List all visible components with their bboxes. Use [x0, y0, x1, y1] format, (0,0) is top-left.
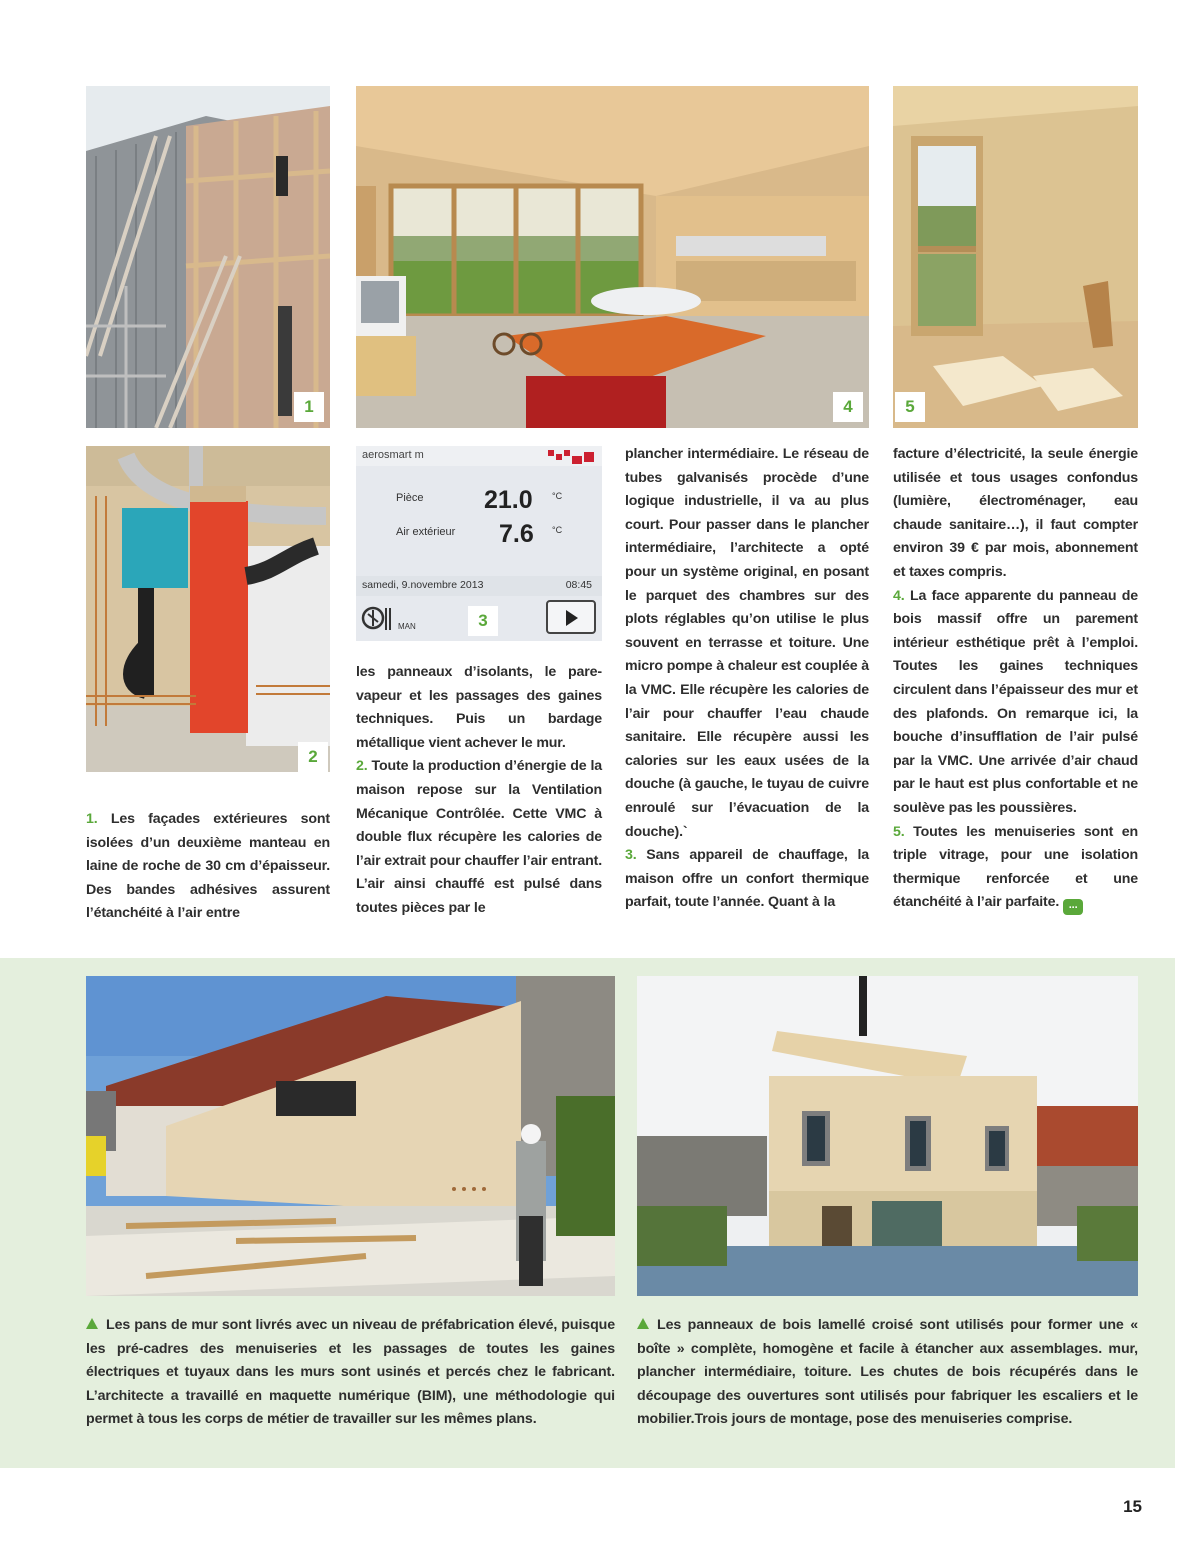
- item-number: 2.: [356, 758, 368, 775]
- paragraph: [86, 808, 330, 926]
- item-number: 3.: [625, 847, 637, 864]
- caption-text: Les pans de mur sont livrés avec un niveau de préfabrication élevé, puisque les pré-cadres des menuiseries et les passages de toutes les gaines électriques et tuyaux dans les murs sont usinés et percés chez le fabricant. L’architecte a travaillé en maquette numérique (BIM), une méthodologie qui permet à tous les corps de métier de travailler sur les mêmes plans.: [86, 1317, 615, 1428]
- room-temperature: 21.0: [484, 486, 533, 514]
- triangle-marker-icon: [637, 1318, 649, 1329]
- fan-mode-icon: [360, 604, 396, 634]
- screen-time: 08:45: [565, 579, 592, 591]
- paragraph-text: Les façades extérieures sont isolées d’un deuxième manteau en laine de roche de 30 cm d’épaisseur. Des bandes adhésives assurent l’étanchéité à l’air entre: [86, 811, 330, 922]
- brand-logo-icon: [546, 448, 598, 466]
- text-column-3: [625, 443, 869, 915]
- photo-living-room: [356, 86, 869, 428]
- paragraph-text: les panneaux d’isolants, le pare-vapeur et les passages des gaines techniques. Puis un bardage métallique vient achever le mur.: [356, 664, 602, 751]
- item-number: 1.: [86, 811, 98, 827]
- item-number: 4.: [893, 587, 905, 604]
- play-arrow-icon: [566, 610, 578, 626]
- paragraph: [356, 661, 602, 921]
- outside-temperature-unit: °C: [552, 525, 563, 535]
- photo-number-badge: 4: [833, 392, 863, 422]
- photo-number-badge: 2: [298, 742, 328, 772]
- photo-number-badge: 3: [468, 606, 498, 636]
- text-column-2: [356, 661, 602, 921]
- paragraph: [625, 443, 869, 915]
- paragraph-text: facture d’électricité, la seule énergie utilisée et tous usages confondus (lumière, électroménager, eau chaude sanitaire…), il faut compter environ 39 € par mois, abonnement et taxes compris.: [893, 446, 1138, 580]
- paragraph-text: La face apparente du panneau de bois massif offre un parement intérieur esthétique prêt à l’emploi. Toutes les gaines techniques circulent dans l’épaisseur des mur et des plafonds. On remarque ici, la bouche d’insufflation de l’air pulsé par la VMC. Une arrivée d’air chaud par le haut est plus confortable et ne soulève pas les poussières.: [893, 587, 1138, 816]
- photo-house-assembly: [637, 976, 1138, 1296]
- end-of-article-icon: ...: [1063, 899, 1083, 915]
- room-temperature-unit: °C: [552, 491, 563, 501]
- paragraph-text: Toutes les menuiseries sont en triple vitrage, pour une isolation thermique renforcée et une étanchéité à l’air parfaite.: [893, 823, 1138, 911]
- outside-label: Air extérieur: [396, 526, 456, 538]
- paragraph-text: Toute la production d’énergie de la maison repose sur la Ventilation Mécanique Contrôlée. Cette VMC à double flux récupère les calories de l’air extrait pour chauffer l’air entrant. L’air ainsi chauffé est pulsé dans toutes pièces par le: [356, 758, 602, 916]
- screen-date: samedi, 9.novembre 2013: [362, 579, 484, 591]
- item-number: 5.: [893, 823, 905, 840]
- photo-wall-panel-delivery: [86, 976, 615, 1296]
- page-number: 15: [1123, 1497, 1142, 1516]
- mode-label: MAN: [398, 622, 416, 631]
- text-column-1: [86, 808, 330, 926]
- photo-facade: [86, 86, 330, 428]
- photo-number-badge: 5: [895, 392, 925, 422]
- room-label: Pièce: [396, 492, 424, 504]
- outside-temperature: 7.6: [499, 520, 534, 548]
- photo-window: [893, 86, 1138, 428]
- caption-text: Les panneaux de bois lamellé croisé sont utilisés pour former une « boîte » complète, homogène et facile à étancher aux assemblages. mur, plancher intermédiaire, toiture. Les chutes de bois récupérés dans le découpage des ouvertures sont utilisés pour fabriquer les escaliers et le mobilier.Trois jours de montage, pose des menuiseries comprise.: [637, 1317, 1138, 1428]
- text-column-4: [893, 443, 1138, 915]
- photo-technical-room: [86, 446, 330, 772]
- device-name: aerosmart m: [362, 449, 424, 461]
- caption-left: [86, 1314, 615, 1432]
- paragraph-text: plancher intermédiaire. Le réseau de tubes galvanisés procède d’une logique industrielle, il va au plus court. Pour passer dans le plancher intermédiaire, l’architecte a opté pour un système original, en posant le parquet des chambres sur des plots réglables qu’on utilise le plus souvent en terrasse et toiture. Une micro pompe à chaleur est couplée à la VMC. Elle récupère les calories de l’air pour chauffer l’eau chaude sanitaire. Elle récupère aussi les calories sur les eaux usées de la douche (à gauche, le tuyau de cuivre enroulé sur l’évacuation de la douche).`: [625, 446, 869, 840]
- next-button: [546, 600, 596, 634]
- photo-control-screen: [356, 446, 602, 641]
- caption-right: [637, 1314, 1138, 1432]
- paragraph-text: Sans appareil de chauffage, la maison offre un confort thermique parfait, toute l’année. Quant à la: [625, 847, 869, 911]
- photo-number-badge: 1: [294, 392, 324, 422]
- triangle-marker-icon: [86, 1318, 98, 1329]
- paragraph: [893, 443, 1138, 915]
